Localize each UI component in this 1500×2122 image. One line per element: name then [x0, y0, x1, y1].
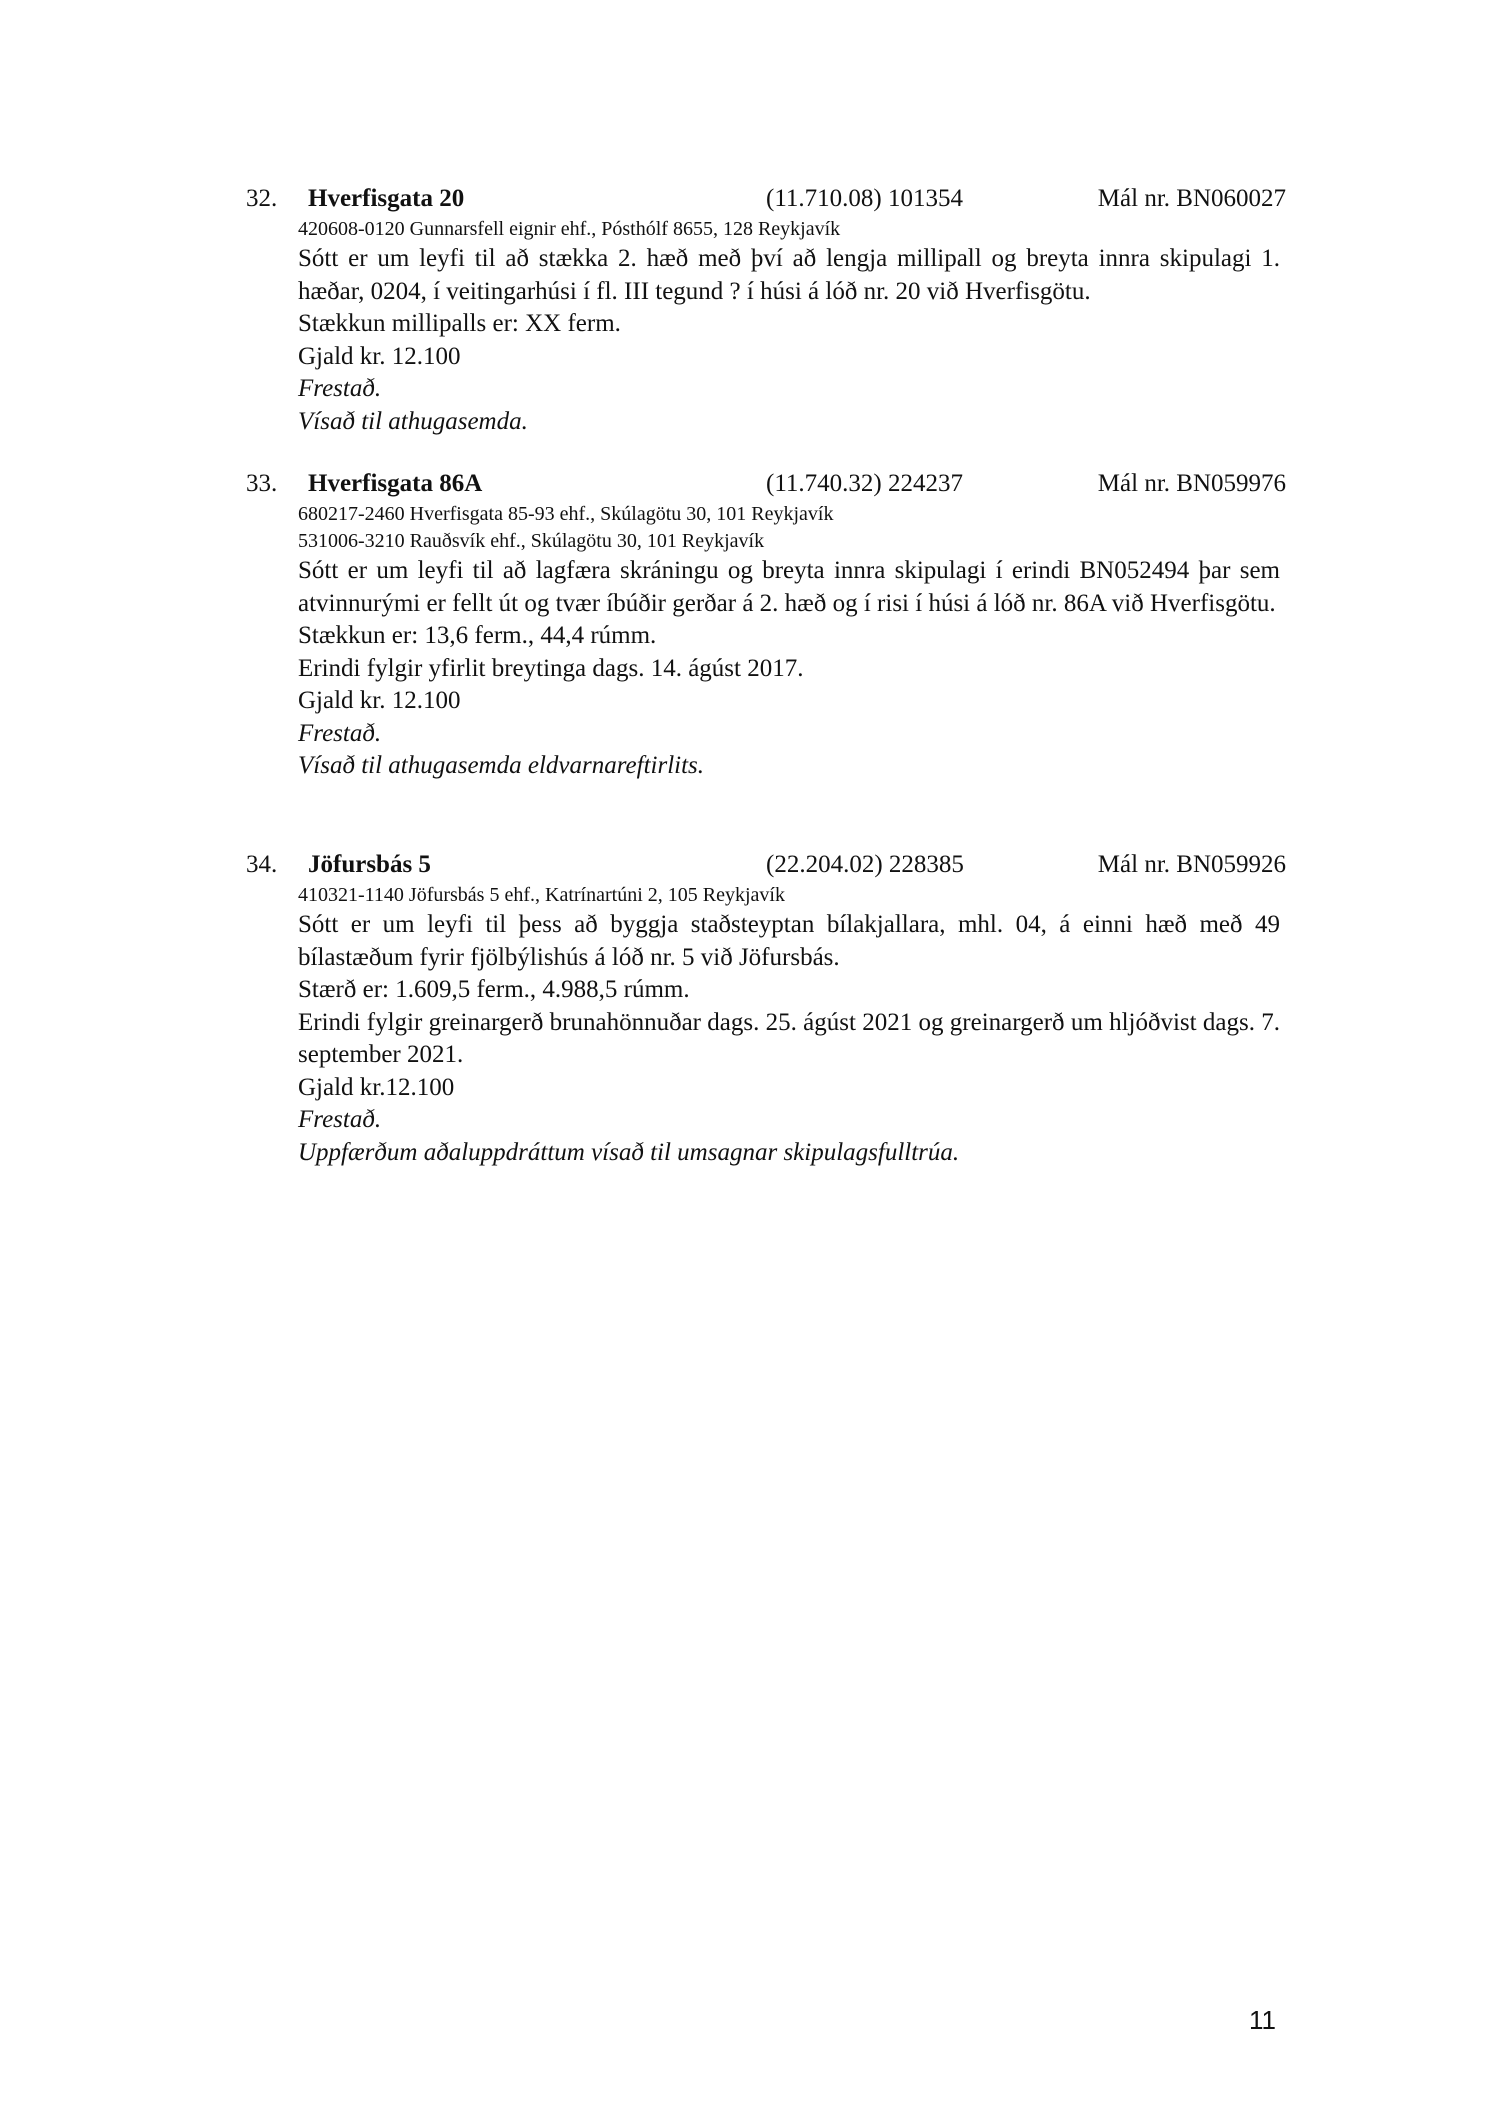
entry-body — [298, 501, 1280, 783]
entry-number: 34. — [246, 851, 278, 878]
entry-title: Hverfisgata 20 — [308, 185, 465, 212]
entry-header — [246, 848, 1286, 882]
page-number: 11 — [1249, 2005, 1276, 2035]
fee-line: Gjald kr. 12.100 — [298, 342, 461, 370]
applicant: 410321-1140 Jöfursbás 5 ehf., Katrínartúni 2, 105 Reykjavík — [298, 884, 785, 906]
entry-reference: (22.204.02) 228385 — [766, 851, 964, 878]
fee-line: Gjald kr. 12.100 — [298, 687, 461, 714]
decision-note: Uppfærðum aðaluppdráttum vísað til umsagnar skipulagsfulltrúa. — [298, 1138, 960, 1166]
entry-33 — [246, 467, 1286, 783]
entry-case-number: Mál nr. BN059976 — [1097, 470, 1286, 497]
entry-reference: (11.710.08) 101354 — [766, 185, 963, 212]
entry-header — [246, 182, 1286, 216]
entry-title: Hverfisgata 86A — [308, 470, 483, 497]
entry-case-number: Mál nr. BN060027 — [1097, 185, 1286, 212]
entry-reference: (11.740.32) 224237 — [766, 470, 963, 497]
description-attachment: Erindi fylgir greinargerð brunahönnuðar dags. 25. ágúst 2021 og greinargerð um hljóðvist dags. 7. september 2021. — [298, 1008, 1280, 1068]
decision-note: Vísað til athugasemda. — [298, 407, 528, 435]
detail-line: Stækkun millipalls er: XX ferm. — [298, 310, 621, 337]
entry-32 — [246, 182, 1286, 438]
decision-note: Vísað til athugasemda eldvarnareftirlits. — [298, 752, 705, 779]
description: Sótt er um leyfi til þess að byggja staðsteyptan bílakjallara, mhl. 04, á einni hæð með 49 bílastæðum fyrir fjölbýlishús á lóð nr. 5 við Jöfursbás. — [298, 911, 1280, 971]
applicant: 531006-3210 Rauðsvík ehf., Skúlagötu 30, 101 Reykjavík — [298, 530, 765, 552]
entry-body — [298, 216, 1280, 438]
decision: Frestað. — [298, 1106, 382, 1133]
entry-number: 33. — [246, 470, 278, 497]
detail-line: Stærð er: 1.609,5 ferm., 4.988,5 rúmm. — [298, 976, 690, 1003]
decision: Frestað. — [298, 375, 382, 402]
entry-title: Jöfursbás 5 — [308, 851, 431, 878]
description: Sótt er um leyfi til að stækka 2. hæð með því að lengja millipall og breyta innra skipulagi 1. hæðar, 0204, í veitingarhúsi í fl. III tegund ? í húsi á lóð nr. 20 við Hverfisgötu. — [298, 245, 1280, 305]
applicant: 680217-2460 Hverfisgata 85-93 ehf., Skúlagötu 30, 101 Reykjavík — [298, 503, 834, 525]
detail-line: Stækkun er: 13,6 ferm., 44,4 rúmm. — [298, 622, 657, 649]
applicant: 420608-0120 Gunnarsfell eignir ehf., Pósthólf 8655, 128 Reykjavík — [298, 218, 841, 240]
fee-line: Gjald kr.12.100 — [298, 1073, 455, 1101]
entry-number: 32. — [246, 185, 278, 212]
entry-case-number: Mál nr. BN059926 — [1097, 851, 1286, 878]
entry-header — [246, 467, 1286, 501]
description: Sótt er um leyfi til að lagfæra skráningu og breyta innra skipulagi í erindi BN052494 þar sem atvinnurými er fellt út og tvær íbúðir gerðar á 2. hæð og í risi í húsi á lóð nr. 86A við Hverfisgötu. — [298, 557, 1280, 617]
decision: Frestað. — [298, 719, 382, 747]
entry-34 — [246, 848, 1286, 1169]
entry-body — [298, 882, 1280, 1169]
detail-line: Erindi fylgir yfirlit breytinga dags. 14. ágúst 2017. — [298, 654, 804, 682]
